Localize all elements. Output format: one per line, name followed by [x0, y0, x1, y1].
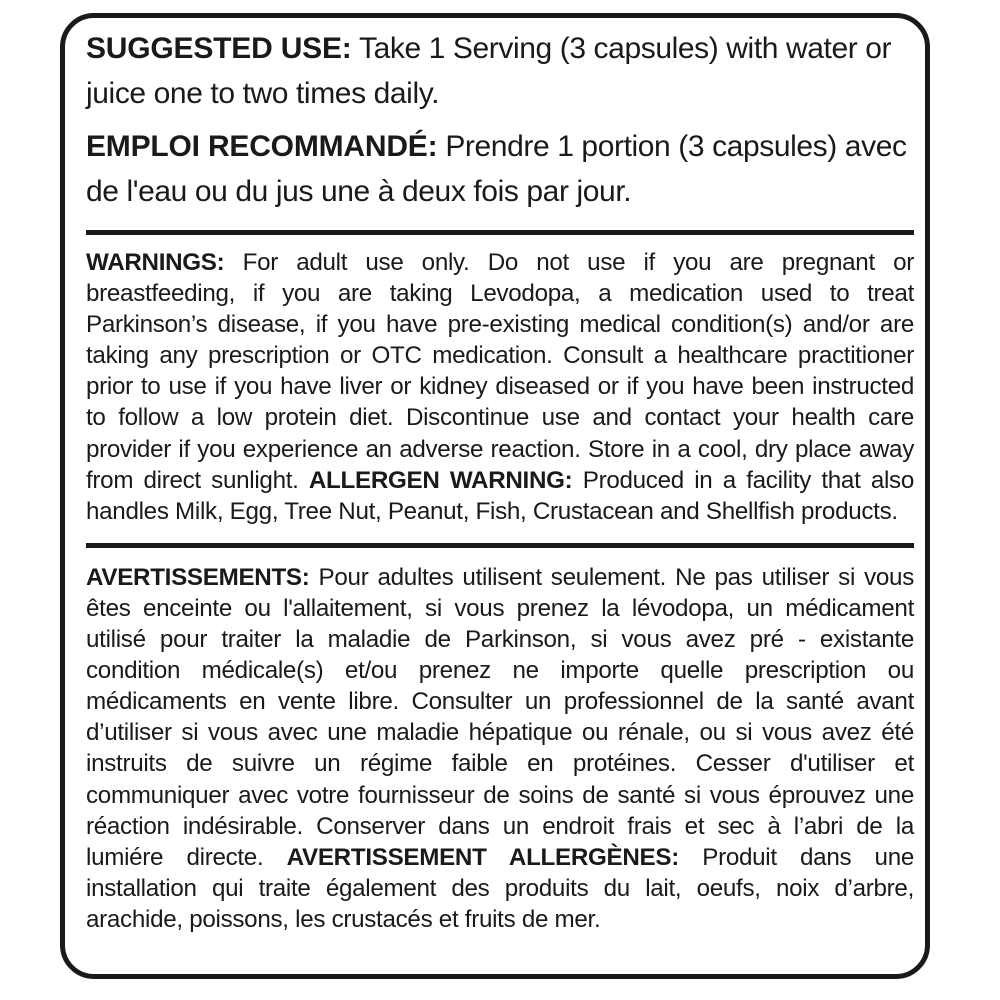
- suggested-use-fr: [86, 124, 914, 214]
- avertissement-allergenes-heading: AVERTISSEMENT ALLERGÈNES:: [286, 843, 679, 871]
- suggested-use-text: Take 1 Serving (3 capsules) with water or juice one to two times daily.: [86, 32, 892, 110]
- warnings-heading: WARNINGS:: [86, 249, 225, 276]
- warnings-fr: [86, 562, 914, 935]
- emploi-recommande-heading: EMPLOI RECOMMANDÉ:: [86, 130, 438, 163]
- label-content: [86, 26, 914, 935]
- avertissements-heading: AVERTISSEMENTS:: [86, 563, 310, 591]
- suggested-use-heading: SUGGESTED USE:: [86, 32, 352, 65]
- warnings-en: [86, 247, 914, 527]
- divider-rule-1: [86, 230, 914, 235]
- emploi-recommande-text: Prendre 1 portion (3 capsules) avec de l'eau ou du jus une à deux fois par jour.: [86, 130, 907, 208]
- allergen-warning-text: Produced in a facility that also handles Milk, Egg, Tree Nut, Peanut, Fish, Crustacean and Shellfish products.: [86, 466, 914, 525]
- divider-rule-2: [86, 543, 914, 548]
- warnings-text: For adult use only. Do not use if you are pregnant or breastfeeding, if you are taking Levodopa, a medication used to treat Parkinson’s disease, if you have pre-existing medical condition(s) and/or are taking any prescription or OTC medication. Consult a healthcare practitioner prior to use if you have liver or kidney diseased or if you have been instructed to follow a low protein diet. Discontinue use and contact your health care provider if you experience an adverse reaction. Store in a cool, dry place away from direct sunlight.: [86, 249, 914, 494]
- avertissements-text: Pour adultes utilisent seulement. Ne pas utiliser si vous êtes enceinte ou l'allaitement, si vous prenez la lévodopa, un médicament utilisé pour traiter la maladie de Parkinson, si vous avez pré - existante condition médicale(s) et/ou prenez ne importe quelle prescription ou médicaments en vente libre. Consulter un professionnel de la santé avant d’utiliser si vous avec une maladie hépatique ou rénale, ou si vous avez été instruits de suivre un régime faible en protéines. Cesser d'utiliser et communiquer avec votre fournisseur de soins de santé si vous éprouvez une réaction indésirable. Conserver dans un endroit frais et sec à l’abri de la lumiére directe.: [86, 563, 914, 871]
- avertissement-allergenes-text: Produit dans une installation qui traite également des produits du lait, oeufs, noix d’arbre, arachide, poissons, les crustacés et fruits de mer.: [86, 843, 914, 933]
- suggested-use-en: [86, 26, 914, 116]
- allergen-warning-heading: ALLERGEN WARNING:: [308, 466, 573, 494]
